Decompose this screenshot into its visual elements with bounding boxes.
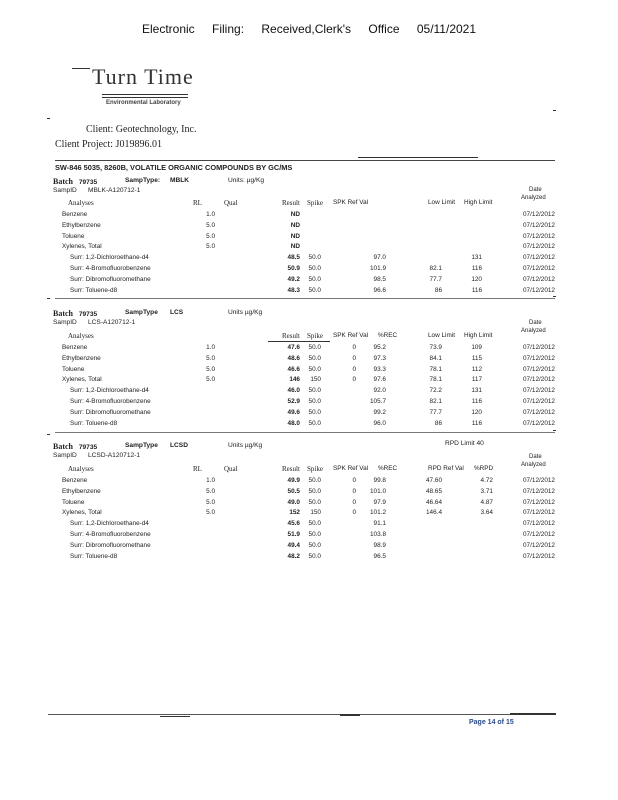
cell-result: 49.9 <box>287 477 300 484</box>
cell-rl: 1.0 <box>206 344 215 351</box>
cell-rec: 95.2 <box>373 344 386 351</box>
cell-spike: 50.0 <box>308 408 321 416</box>
cell-high: 120 <box>471 275 482 283</box>
cell-analyte: Surr: Dibromofluoromethane <box>70 275 151 283</box>
cell-rl: 5.0 <box>206 487 215 495</box>
cell-result: ND <box>290 232 300 240</box>
cell-analyte: Surr: 1,2-Dichloroethane-d4 <box>70 254 149 262</box>
cell-result: 146 <box>289 376 300 384</box>
table-row <box>0 210 618 220</box>
cell-low: 77.7 <box>429 275 442 283</box>
table-row <box>0 275 618 285</box>
cell-rpdref: 146.4 <box>426 509 442 517</box>
cell-spike: 50.0 <box>308 419 321 427</box>
table-row <box>0 264 618 274</box>
cell-spike: 50.0 <box>308 365 321 373</box>
mblk-batch-line: Batch 79735 <box>53 177 98 186</box>
cell-result: 47.6 <box>287 344 300 351</box>
table-row <box>0 519 618 529</box>
lcsd-rpd-limit: RPD Limit 40 <box>445 440 484 447</box>
mblk-samptype-label: SampType: <box>125 177 161 184</box>
cell-spk: 0 <box>352 344 356 351</box>
cell-high: 116 <box>471 398 482 405</box>
cell-analyte: Surr: 4-Bromofluorobenzene <box>70 531 151 538</box>
cell-rec: 97.0 <box>373 254 386 262</box>
cell-low: 77.7 <box>429 408 442 416</box>
cell-spk: 0 <box>352 487 356 495</box>
cell-high: 109 <box>471 344 482 351</box>
cell-result: 46.0 <box>287 387 300 395</box>
client-line <box>86 124 196 135</box>
cell-analyte: Xylenes, Total <box>62 376 102 384</box>
cell-high: 131 <box>471 387 482 395</box>
cell-date: 07/12/2012 <box>523 211 555 218</box>
cell-date: 07/12/2012 <box>523 477 555 484</box>
cell-spk: 0 <box>352 509 356 517</box>
cell-spike: 50.0 <box>308 487 321 495</box>
cell-rl: 1.0 <box>206 211 215 218</box>
cell-result: ND <box>290 221 300 229</box>
cell-analyte: Xylenes, Total <box>62 243 102 251</box>
cell-rec: 99.2 <box>373 408 386 416</box>
cell-analyte: Ethylbenzene <box>62 221 101 229</box>
mblk-analyzed-head: Analyzed <box>521 195 546 201</box>
table-row <box>0 498 618 508</box>
cell-low: 82.1 <box>429 265 442 272</box>
cell-date: 07/12/2012 <box>523 376 555 384</box>
cell-date: 07/12/2012 <box>523 243 555 251</box>
cell-spike: 50.0 <box>308 354 321 362</box>
cell-result: 48.3 <box>287 286 300 294</box>
table-row <box>0 232 618 242</box>
cell-high: 120 <box>471 408 482 416</box>
table-row <box>0 530 618 540</box>
cell-result: 49.0 <box>287 498 300 506</box>
cell-date: 07/12/2012 <box>523 275 555 283</box>
project-label: Client Project: <box>55 139 114 150</box>
lcs-col-headers: Analyses Result Spike SPK Ref Val %REC Low Limit High Limit <box>68 332 493 340</box>
cell-analyte: Ethylbenzene <box>62 354 101 362</box>
project-id: J019896.01 <box>115 139 162 150</box>
cell-rl: 5.0 <box>206 376 215 384</box>
cell-analyte: Surr: Dibromofluoromethane <box>70 408 151 416</box>
lcsd-samptype-label: SampType <box>125 442 158 449</box>
table-row <box>0 408 618 418</box>
cell-result: 45.6 <box>287 520 300 528</box>
cell-date: 07/12/2012 <box>523 408 555 416</box>
cell-rec: 97.9 <box>373 498 386 506</box>
cell-date: 07/12/2012 <box>523 552 555 560</box>
filing-header <box>0 22 618 36</box>
cell-spk: 0 <box>352 354 356 362</box>
cell-rec: 98.5 <box>373 275 386 283</box>
cell-analyte: Benzene <box>62 477 88 484</box>
cell-result: 49.6 <box>287 408 300 416</box>
lcsd-date-head: Date <box>529 454 542 460</box>
cell-spike: 150 <box>310 376 321 384</box>
cell-spike: 50.0 <box>308 286 321 294</box>
cell-rec: 99.8 <box>373 477 386 484</box>
lcsd-units: Units µg/Kg <box>228 442 263 449</box>
cell-spike: 50.0 <box>308 398 321 405</box>
cell-date: 07/12/2012 <box>523 398 555 405</box>
cell-spike: 50.0 <box>308 265 321 272</box>
cell-result: 51.9 <box>287 531 300 538</box>
cell-rec: 101.0 <box>370 487 386 495</box>
cell-date: 07/12/2012 <box>523 221 555 229</box>
cell-rpd: 4.72 <box>480 477 493 484</box>
cell-analyte: Ethylbenzene <box>62 487 101 495</box>
cell-result: 48.6 <box>287 354 300 362</box>
lcs-batch-no: 79735 <box>78 311 98 318</box>
cell-date: 07/12/2012 <box>523 286 555 294</box>
cell-rec: 96.0 <box>373 419 386 427</box>
cell-rl: 5.0 <box>206 243 215 251</box>
cell-date: 07/12/2012 <box>523 531 555 538</box>
mblk-col-headers: Analyses RL Qual Result Spike SPK Ref Val Low Limit High Limit <box>68 199 493 207</box>
cell-low: 78.1 <box>429 376 442 384</box>
cell-date: 07/12/2012 <box>523 354 555 362</box>
cell-spike: 50.0 <box>308 531 321 538</box>
lcs-samptype: LCS <box>170 309 184 316</box>
cell-low: 86 <box>434 419 442 427</box>
cell-spike: 50.0 <box>308 541 321 549</box>
cell-rec: 97.3 <box>373 354 386 362</box>
cell-rl: 5.0 <box>206 232 215 240</box>
mblk-sampid-label: SampID <box>53 187 77 194</box>
cell-analyte: Surr: Toluene-d8 <box>70 552 118 560</box>
table-row <box>0 221 618 231</box>
table-row <box>0 487 618 497</box>
cell-date: 07/12/2012 <box>523 541 555 549</box>
client-label: Client: <box>86 124 114 135</box>
cell-result: 49.4 <box>287 541 300 549</box>
cell-result: 48.0 <box>287 419 300 427</box>
client-name: Geotechnology, Inc. <box>115 124 197 135</box>
filing-word-1: Electronic <box>141 22 195 36</box>
table-row <box>0 253 618 263</box>
lcsd-sampid: LCSD-A120712-1 <box>88 452 141 459</box>
cell-high: 131 <box>471 254 482 262</box>
cell-analyte: Toluene <box>62 498 85 506</box>
cell-rec: 103.8 <box>370 531 386 538</box>
cell-analyte: Surr: Toluene-d8 <box>70 286 118 294</box>
table-row <box>0 286 618 296</box>
page-number: Page 14 of 15 <box>469 719 514 726</box>
table-row <box>0 541 618 551</box>
cell-rec: 91.1 <box>373 520 386 528</box>
cell-spk: 0 <box>352 376 356 384</box>
project-line <box>55 139 162 150</box>
cell-rl: 5.0 <box>206 221 215 229</box>
cell-analyte: Benzene <box>62 211 88 218</box>
lcs-batch-line: Batch 79735 <box>53 309 98 318</box>
table-row <box>0 476 618 486</box>
cell-analyte: Xylenes, Total <box>62 509 102 517</box>
cell-analyte: Toluene <box>62 365 85 373</box>
cell-result: 50.9 <box>287 265 300 272</box>
cell-spike: 50.0 <box>308 254 321 262</box>
cell-analyte: Benzene <box>62 344 88 351</box>
cell-rec: 97.6 <box>373 376 386 384</box>
cell-date: 07/12/2012 <box>523 344 555 351</box>
cell-spike: 50.0 <box>308 477 321 484</box>
logo-tagline: Environmental Laboratory <box>106 100 181 106</box>
table-row <box>0 552 618 562</box>
cell-result: 48.5 <box>287 254 300 262</box>
cell-date: 07/12/2012 <box>523 509 555 517</box>
mblk-batch-no: 79735 <box>78 179 98 186</box>
table-row <box>0 365 618 375</box>
cell-result: ND <box>290 211 300 218</box>
table-row <box>0 242 618 252</box>
cell-spike: 50.0 <box>308 520 321 528</box>
cell-spike: 50.0 <box>308 344 321 351</box>
cell-rec: 92.0 <box>373 387 386 395</box>
method-title: SW-846 5035, 8260B, VOLATILE ORGANIC COMPOUNDS BY GC/MS <box>55 163 293 172</box>
filing-word-4: Office <box>368 22 400 36</box>
lcsd-samptype: LCSD <box>170 442 188 449</box>
cell-rl: 5.0 <box>206 498 215 506</box>
lcs-date-head: Date <box>529 320 542 326</box>
cell-spk: 0 <box>352 477 356 484</box>
cell-spike: 50.0 <box>308 552 321 560</box>
cell-spike: 50.0 <box>308 498 321 506</box>
filing-word-3: Received,Clerk's <box>261 22 352 36</box>
logo-name: Turn Time <box>92 64 194 89</box>
cell-rec: 93.3 <box>373 365 386 373</box>
cell-spk: 0 <box>352 365 356 373</box>
cell-date: 07/12/2012 <box>523 254 555 262</box>
cell-low: 84.1 <box>429 354 442 362</box>
table-row <box>0 343 618 353</box>
cell-date: 07/12/2012 <box>523 498 555 506</box>
cell-result: 50.5 <box>287 487 300 495</box>
cell-high: 117 <box>471 376 482 384</box>
cell-high: 116 <box>471 265 482 272</box>
lcs-samptype-label: SampType <box>125 309 158 316</box>
cell-analyte: Toluene <box>62 232 85 240</box>
cell-date: 07/12/2012 <box>523 520 555 528</box>
cell-result: ND <box>290 243 300 251</box>
cell-rec: 101.2 <box>370 509 386 517</box>
filing-date: 05/11/2021 <box>416 22 477 36</box>
mblk-sampid: MBLK-A120712-1 <box>88 187 141 194</box>
cell-rpd: 3.64 <box>480 509 493 517</box>
cell-spike: 150 <box>310 509 321 517</box>
cell-rl: 5.0 <box>206 354 215 362</box>
cell-result: 152 <box>289 509 300 517</box>
cell-analyte: Surr: 1,2-Dichloroethane-d4 <box>70 387 149 395</box>
cell-rec: 96.6 <box>373 286 386 294</box>
cell-analyte: Surr: 4-Bromofluorobenzene <box>70 398 151 405</box>
lab-logo <box>66 66 196 112</box>
lcsd-batch-line: Batch 79735 <box>53 442 98 451</box>
cell-high: 116 <box>471 286 482 294</box>
cell-rec: 98.9 <box>373 541 386 549</box>
cell-result: 49.2 <box>287 275 300 283</box>
mblk-units: Units: µg/Kg <box>228 177 265 184</box>
table-row <box>0 508 618 518</box>
cell-date: 07/12/2012 <box>523 387 555 395</box>
table-row <box>0 354 618 364</box>
cell-low: 82.1 <box>429 398 442 405</box>
table-row <box>0 375 618 385</box>
cell-spike: 50.0 <box>308 275 321 283</box>
cell-rl: 5.0 <box>206 365 215 373</box>
cell-rpdref: 46.64 <box>426 498 442 506</box>
cell-high: 116 <box>471 419 482 427</box>
cell-date: 07/12/2012 <box>523 487 555 495</box>
table-row <box>0 397 618 407</box>
cell-analyte: Surr: Toluene-d8 <box>70 419 118 427</box>
cell-rl: 1.0 <box>206 477 215 484</box>
cell-result: 52.9 <box>287 398 300 405</box>
lcs-units: Units µg/Kg <box>228 309 263 316</box>
cell-rec: 96.5 <box>373 552 386 560</box>
cell-rl: 5.0 <box>206 509 215 517</box>
cell-date: 07/12/2012 <box>523 365 555 373</box>
cell-low: 73.9 <box>429 344 442 351</box>
cell-date: 07/12/2012 <box>523 419 555 427</box>
cell-spike: 50.0 <box>308 387 321 395</box>
cell-rec: 101.9 <box>370 265 386 272</box>
cell-low: 78.1 <box>429 365 442 373</box>
cell-rpdref: 47.60 <box>426 477 442 484</box>
cell-result: 48.2 <box>287 552 300 560</box>
cell-rpdref: 48.65 <box>426 487 442 495</box>
cell-analyte: Surr: 4-Bromofluorobenzene <box>70 265 151 272</box>
lcsd-batch-no: 79735 <box>78 444 98 451</box>
lcs-sampid: LCS-A120712-1 <box>88 319 136 326</box>
lcsd-analyzed-head: Analyzed <box>521 462 546 468</box>
cell-low: 86 <box>434 286 442 294</box>
cell-high: 112 <box>471 365 482 373</box>
filing-word-2: Filing: <box>212 22 245 36</box>
table-row <box>0 386 618 396</box>
lcsd-col-headers: Analyses RL Qual Result Spike SPK Ref Val %REC RPD Ref Val %RPD <box>68 465 494 473</box>
cell-rpd: 4.87 <box>480 498 493 506</box>
lcs-sampid-label: SampID <box>53 319 77 326</box>
cell-high: 115 <box>471 354 482 362</box>
cell-spk: 0 <box>352 498 356 506</box>
cell-analyte: Surr: Dibromofluoromethane <box>70 541 151 549</box>
table-row <box>0 419 618 429</box>
lcs-analyzed-head: Analyzed <box>521 328 546 334</box>
cell-result: 46.6 <box>287 365 300 373</box>
cell-analyte: Surr: 1,2-Dichloroethane-d4 <box>70 520 149 528</box>
lcsd-sampid-label: SampID <box>53 452 77 459</box>
mblk-date-head: Date <box>529 187 542 193</box>
cell-date: 07/12/2012 <box>523 232 555 240</box>
cell-date: 07/12/2012 <box>523 265 555 272</box>
cell-rec: 105.7 <box>370 398 386 405</box>
mblk-samptype: MBLK <box>170 177 190 184</box>
cell-low: 72.2 <box>429 387 442 395</box>
cell-rpd: 3.71 <box>480 487 493 495</box>
